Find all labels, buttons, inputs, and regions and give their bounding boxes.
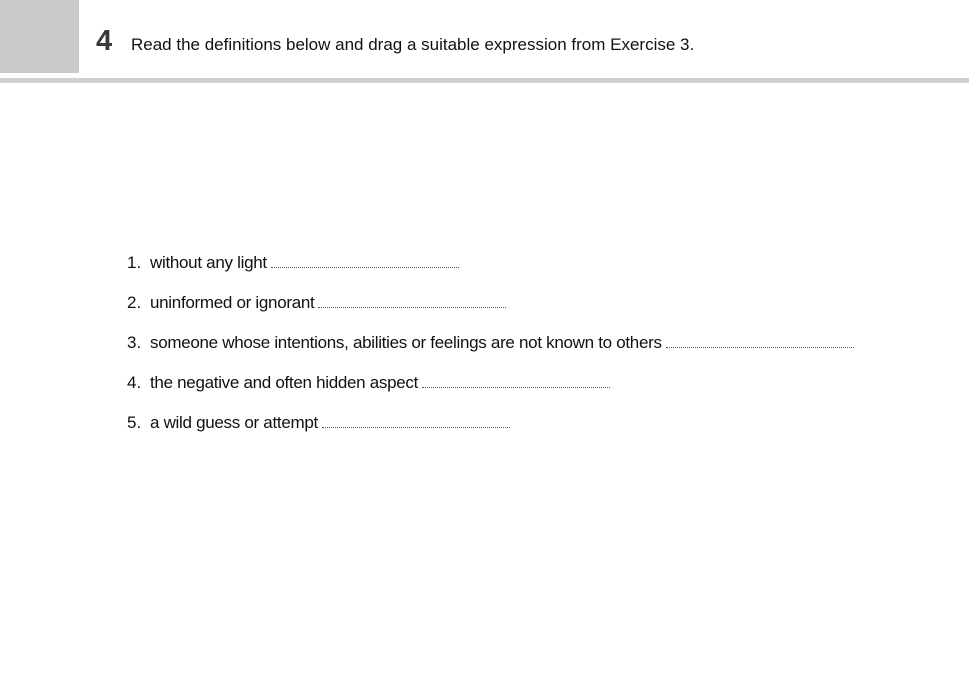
item-number: 5. xyxy=(127,413,142,432)
drop-target-blank[interactable] xyxy=(666,337,854,348)
item-number: 4. xyxy=(127,373,142,392)
definition-text: uninformed or ignorant xyxy=(150,293,315,312)
exercise-number: 4 xyxy=(96,25,113,57)
drop-target-blank[interactable] xyxy=(422,377,610,388)
item-number: 2. xyxy=(127,293,142,312)
drop-target-blank[interactable] xyxy=(271,257,459,268)
definition-item-4 xyxy=(127,371,854,411)
definition-item-1 xyxy=(127,251,854,291)
header-accent-block xyxy=(0,0,79,73)
definition-item-2 xyxy=(127,291,854,331)
definition-item-3 xyxy=(127,331,854,371)
exercise-instruction: Read the definitions below and drag a suitable expression from Exercise 3. xyxy=(131,35,695,54)
definition-text: the negative and often hidden aspect xyxy=(150,373,419,392)
exercise-header xyxy=(0,0,969,78)
header-divider xyxy=(0,78,969,83)
drop-target-blank[interactable] xyxy=(318,297,506,308)
item-number: 1. xyxy=(127,253,142,272)
definition-text: a wild guess or attempt xyxy=(150,413,318,432)
drop-target-blank[interactable] xyxy=(322,417,510,428)
definition-text: without any light xyxy=(150,253,267,272)
definition-text: someone whose intentions, abilities or feelings are not known to others xyxy=(150,333,662,352)
item-number: 3. xyxy=(127,333,142,352)
definition-list xyxy=(127,251,854,451)
definition-item-5 xyxy=(127,411,854,451)
